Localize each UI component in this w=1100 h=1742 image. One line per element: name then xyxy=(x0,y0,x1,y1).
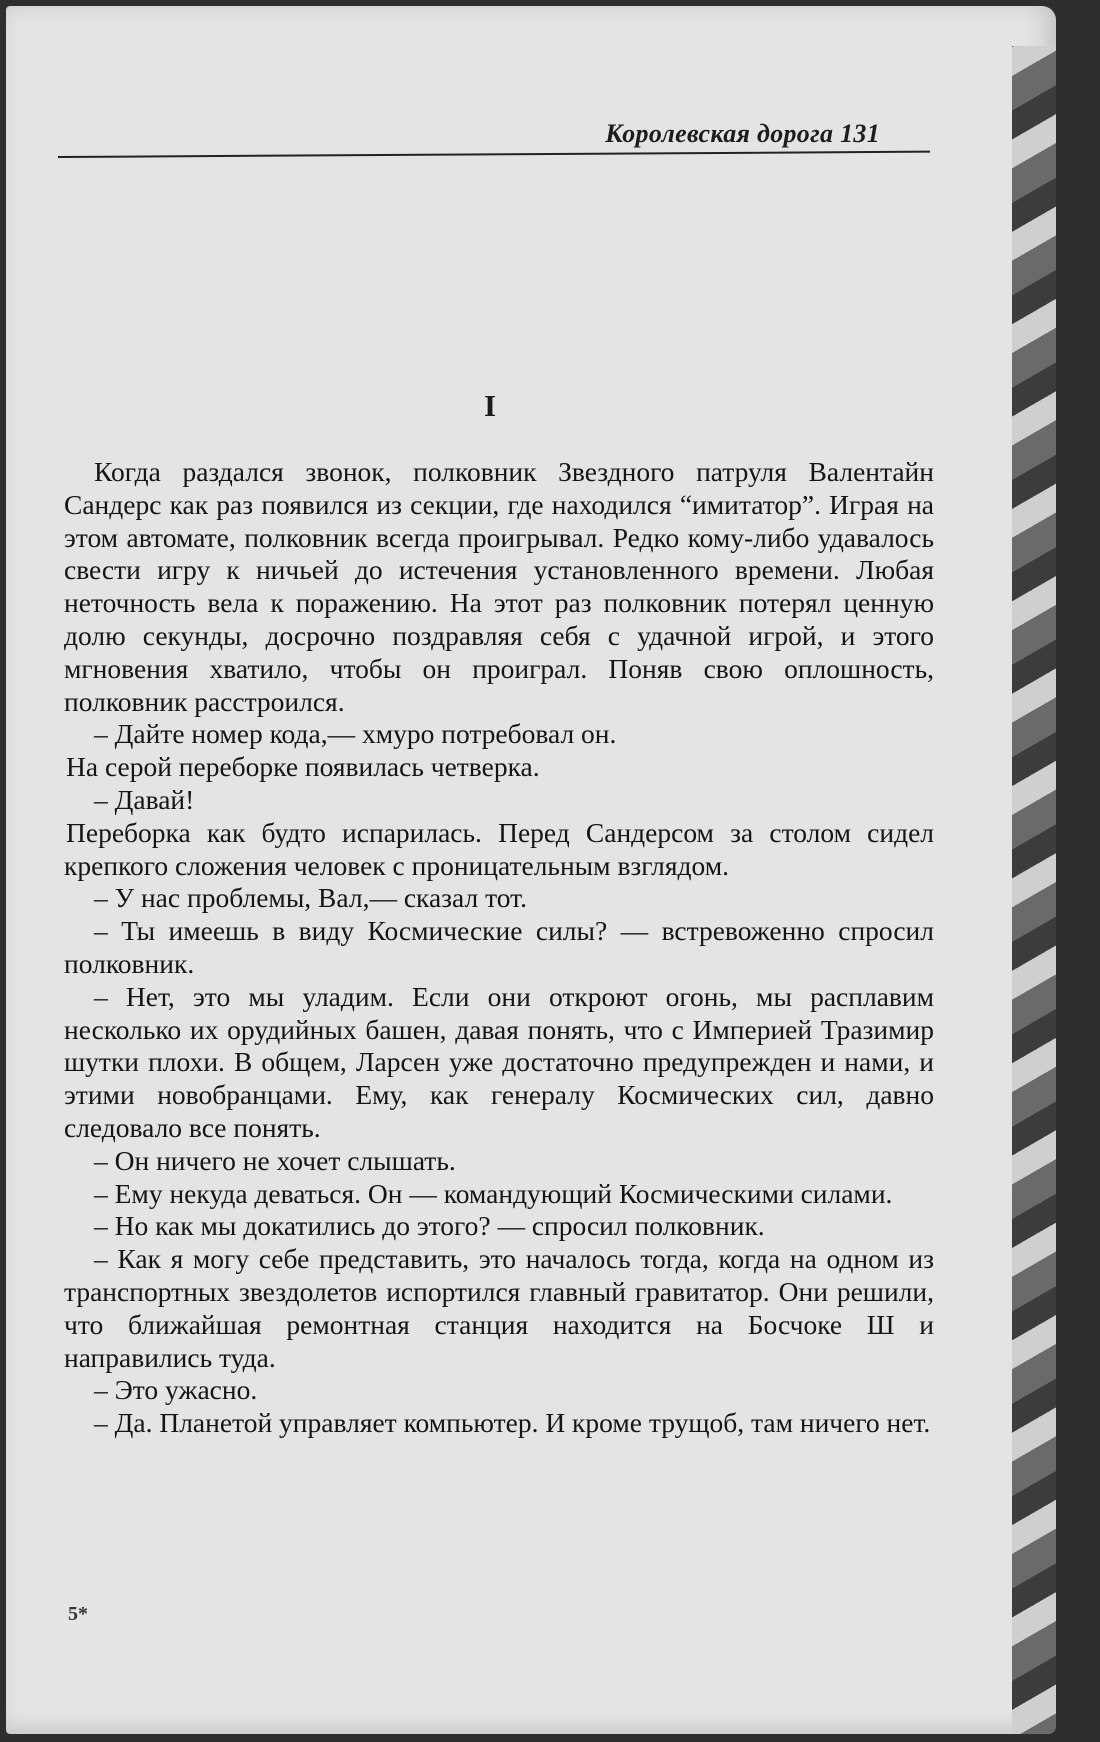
paragraph: – Давай! xyxy=(94,783,195,815)
paragraph: – Ему некуда деваться. Он — командующий Космическими силами. xyxy=(94,1177,893,1209)
paragraph: – Ты имеешь в виду Космические силы? — встревоженно спросил полковник. xyxy=(64,915,934,979)
paragraph: – У нас проблемы, Вал,— сказал тот. xyxy=(94,882,527,914)
paragraph: – Дайте номер кода,— хмуро потребовал он. xyxy=(94,718,617,750)
body-text xyxy=(64,456,934,1440)
printer-signature: 5* xyxy=(68,1603,88,1625)
book-page xyxy=(6,6,1056,1734)
paragraph: – Как я могу себе представить, это началось тогда, когда на одном из транспортных звездолетов испортился главный гравитатор. Они решили, что ближайшая ремонтная станция находится на Босчоке Ш и направились туда. xyxy=(64,1243,934,1373)
paragraph: – Это ужасно. xyxy=(94,1374,258,1406)
paragraph: Когда раздался звонок, полковник Звездного патруля Валентайн Сандерс как раз появился из секции, где находился “имитатор”. Играя на этом автомате, полковник всегда проигрывал. Редко кому-либо удавалось свести игру к ничьей до истечения установленного времени. Любая неточность вела к поражению. На этот раз полковник потерял ценную долю секунды, досрочно поздравляя себя с удачной игрой, и этого мгновения хватило, чтобы он проиграл. Поняв свою оплошность, полковник расстроился. xyxy=(64,456,934,717)
paragraph: На серой переборке появилась четверка. xyxy=(66,751,540,783)
paragraph: – Но как мы докатились до этого? — спросил полковник. xyxy=(94,1210,765,1242)
book-edge xyxy=(1012,46,1056,1734)
chapter-number: I xyxy=(483,388,497,423)
paragraph: – Да. Планетой управляет компьютер. И кроме трущоб, там ничего нет. xyxy=(94,1407,931,1439)
paragraph: Переборка как будто испарилась. Перед Сандерсом за столом сидел крепкого сложения человек с проницательным взглядом. xyxy=(64,816,934,881)
paragraph: – Он ничего не хочет слышать. xyxy=(94,1144,456,1176)
header-rule xyxy=(58,151,930,158)
paragraph: – Нет, это мы уладим. Если они откроют огонь, мы расплавим несколько их орудийных башен, давая понять, что с Империей Тразимир шутки плохи. В общем, Ларсен уже достаточно предупрежден и нами, и этими новобранцами. Ему, как генералу Космических сил, давно следовало все понять. xyxy=(64,980,934,1143)
running-head: Королевская дорога 131 xyxy=(605,119,880,148)
